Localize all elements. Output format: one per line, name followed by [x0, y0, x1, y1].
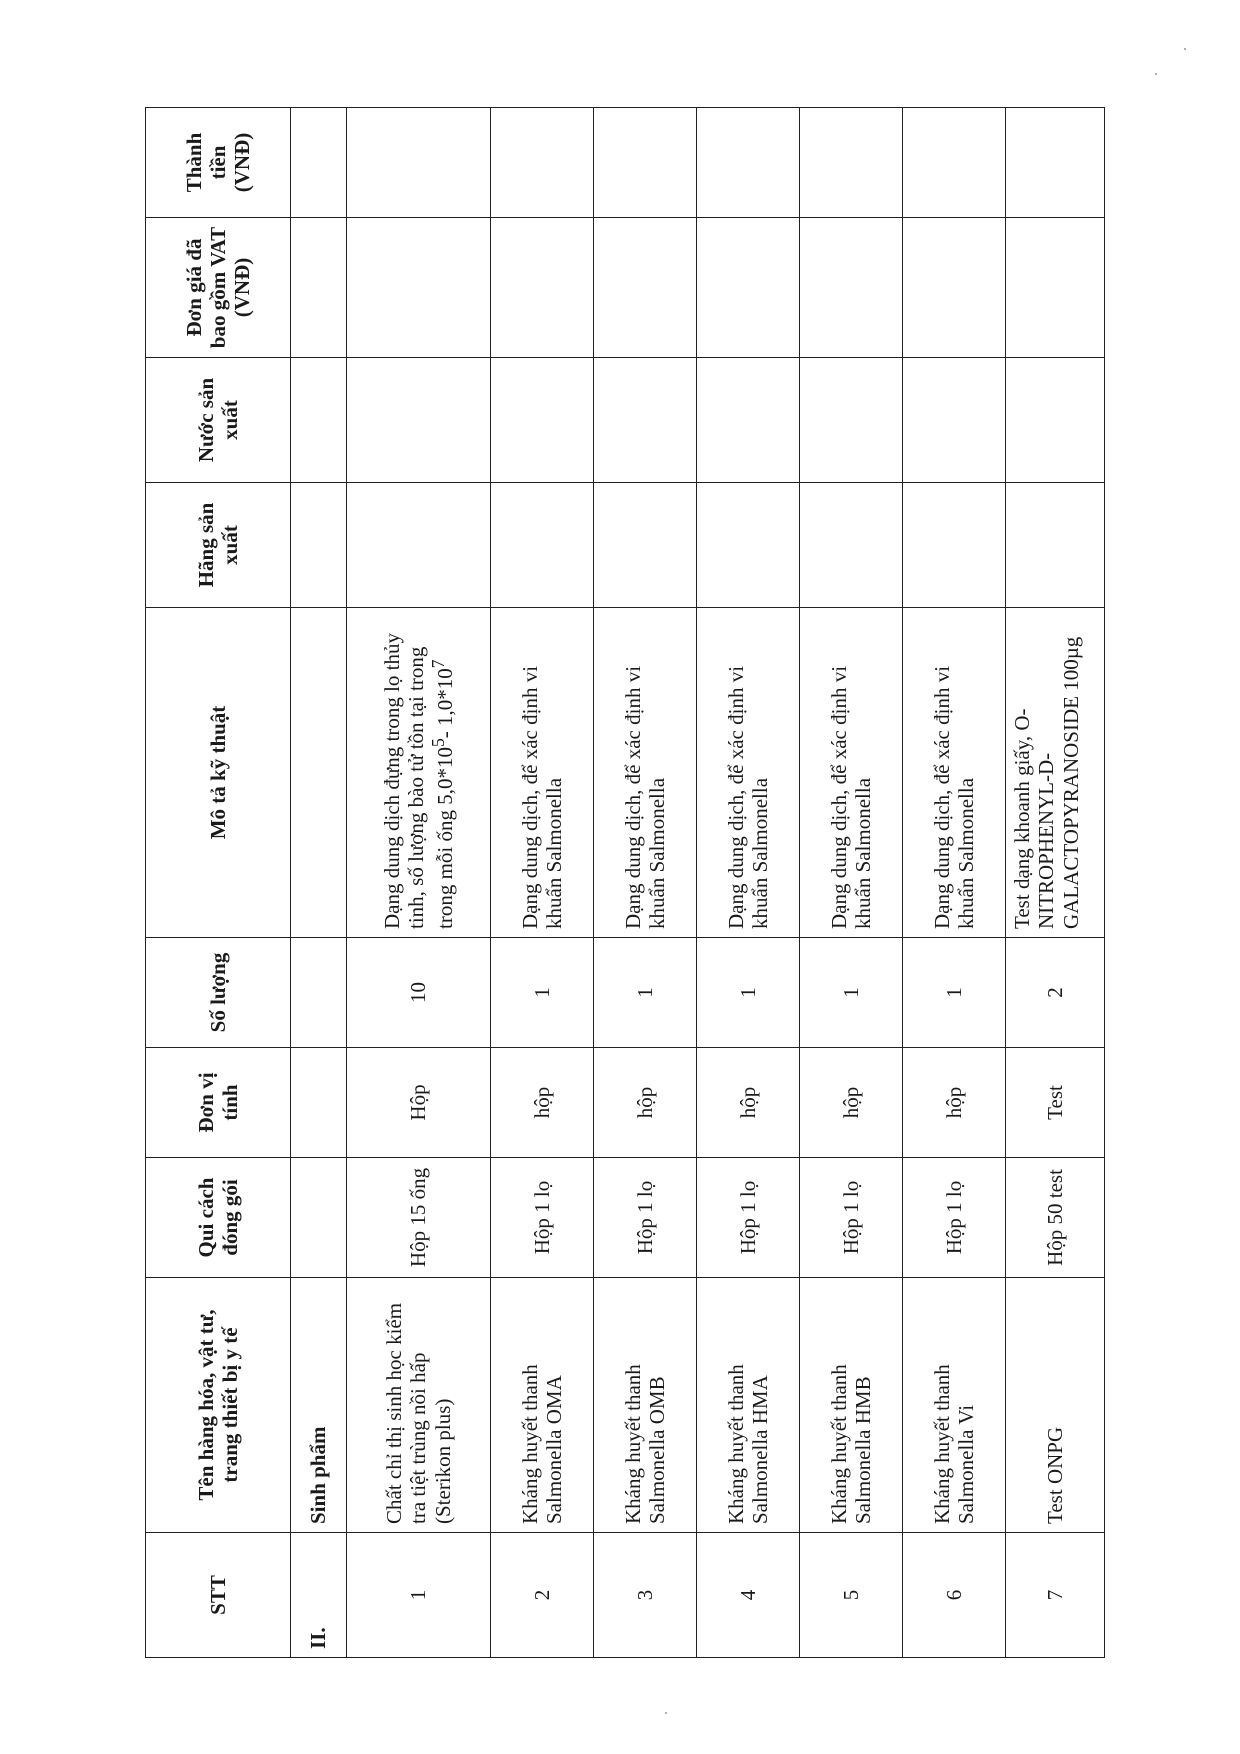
row-nuoc-san-xuat [346, 358, 491, 483]
header-so-luong: Số lượng [146, 938, 291, 1048]
row-so-luong: 1 [697, 938, 800, 1048]
row-stt: 1 [346, 1533, 491, 1658]
row-stt: 2 [491, 1533, 594, 1658]
header-mo-ta: Mô tả kỹ thuật [146, 608, 291, 938]
row-ten: Kháng huyết thanh Salmonella OMA [491, 1278, 594, 1533]
rotated-table-container [145, 108, 1105, 1658]
row-so-luong: 1 [800, 938, 903, 1048]
table-cell [290, 608, 346, 938]
row-qui-cach: Hộp 1 lọ [800, 1158, 903, 1278]
scan-speck [1184, 48, 1186, 50]
header-don-vi: Đơn vị tính [146, 1048, 291, 1158]
header-hang-san-xuat: Hãng sản xuất [146, 483, 291, 608]
table-cell [290, 483, 346, 608]
row-qui-cach: Hộp 1 lọ [697, 1158, 800, 1278]
row-thanh-tien [903, 108, 1006, 218]
row-don-vi: hộp [903, 1048, 1006, 1158]
table-cell [290, 1158, 346, 1278]
row-so-luong: 10 [346, 938, 491, 1048]
row-stt: 6 [903, 1533, 1006, 1658]
row-qui-cach: Hộp 15 ống [346, 1158, 491, 1278]
row-ten: Chất chỉ thị sinh học kiểm tra tiệt trùng nồi hấp (Sterikon plus) [346, 1278, 491, 1533]
section-title: Sinh phẩm [290, 1278, 346, 1533]
row-hang-san-xuat [491, 483, 594, 608]
table-cell [290, 218, 346, 358]
section-number: II. [290, 1533, 346, 1658]
row-nuoc-san-xuat [697, 358, 800, 483]
row-mo-ta: Test dạng khoanh giấy, O-NITROPHENYL-D-GALACTOPYRANOSIDE 100µg [1006, 608, 1105, 938]
row-thanh-tien [491, 108, 594, 218]
row-nuoc-san-xuat [903, 358, 1006, 483]
scan-speck [1155, 73, 1157, 75]
row-ten: Kháng huyết thanh Salmonella HMB [800, 1278, 903, 1533]
row-don-vi: hộp [800, 1048, 903, 1158]
row-don-vi: Hộp [346, 1048, 491, 1158]
row-stt: 4 [697, 1533, 800, 1658]
row-so-luong: 1 [594, 938, 697, 1048]
row-stt: 7 [1006, 1533, 1105, 1658]
row-mo-ta: Dạng dung dịch, để xác định vi khuẩn Salmonella [491, 608, 594, 938]
row-don-gia [491, 218, 594, 358]
row-so-luong: 2 [1006, 938, 1105, 1048]
row-don-vi: hộp [594, 1048, 697, 1158]
table-cell [290, 1048, 346, 1158]
header-qui-cach: Qui cách đóng gói [146, 1158, 291, 1278]
row-hang-san-xuat [1006, 483, 1105, 608]
header-stt: STT [146, 1533, 291, 1658]
row-stt: 3 [594, 1533, 697, 1658]
row-don-vi: hộp [491, 1048, 594, 1158]
row-don-vi: Test [1006, 1048, 1105, 1158]
table-row [491, 108, 594, 1658]
row-mo-ta: Dạng dung dịch, để xác định vi khuẩn Salmonella [594, 608, 697, 938]
table-row [346, 108, 491, 1658]
header-row [146, 108, 291, 1658]
row-thanh-tien [346, 108, 491, 218]
header-ten-hang-hoa: Tên hàng hóa, vật tư, trang thiết bị y tế [146, 1278, 291, 1533]
row-nuoc-san-xuat [491, 358, 594, 483]
row-don-gia [800, 218, 903, 358]
row-ten: Kháng huyết thanh Salmonella Vi [903, 1278, 1006, 1533]
table-row [1006, 108, 1105, 1658]
row-don-vi: hộp [697, 1048, 800, 1158]
row-ten: Test ONPG [1006, 1278, 1105, 1533]
row-don-gia [594, 218, 697, 358]
row-hang-san-xuat [903, 483, 1006, 608]
row-mo-ta: Dạng dung dịch, để xác định vi khuẩn Salmonella [903, 608, 1006, 938]
row-so-luong: 1 [903, 938, 1006, 1048]
product-table [145, 107, 1105, 1658]
row-mo-ta [346, 608, 491, 938]
header-nuoc-san-xuat: Nước sản xuất [146, 358, 291, 483]
row-thanh-tien [1006, 108, 1105, 218]
table-row [800, 108, 903, 1658]
table-cell [290, 108, 346, 218]
row-mo-ta: Dạng dung dịch, để xác định vi khuẩn Salmonella [800, 608, 903, 938]
row-mo-ta-exponent-1: 5 [428, 738, 449, 747]
row-ten: Kháng huyết thanh Salmonella HMA [697, 1278, 800, 1533]
row-mo-ta-exponent-2: 7 [428, 659, 449, 669]
row-nuoc-san-xuat [1006, 358, 1105, 483]
row-don-gia [346, 218, 491, 358]
table-row [697, 108, 800, 1658]
header-thanh-tien: Thành tiền (VNĐ) [146, 108, 291, 218]
row-qui-cach: Hộp 1 lọ [594, 1158, 697, 1278]
header-don-gia: Đơn giá đã bao gồm VAT (VNĐ) [146, 218, 291, 358]
row-thanh-tien [697, 108, 800, 218]
row-qui-cach: Hộp 1 lọ [491, 1158, 594, 1278]
row-mo-ta: Dạng dung dịch, để xác định vi khuẩn Salmonella [697, 608, 800, 938]
row-hang-san-xuat [800, 483, 903, 608]
row-don-gia [1006, 218, 1105, 358]
row-qui-cach: Hộp 50 test [1006, 1158, 1105, 1278]
row-thanh-tien [800, 108, 903, 218]
row-hang-san-xuat [594, 483, 697, 608]
row-nuoc-san-xuat [594, 358, 697, 483]
section-row [290, 108, 346, 1658]
row-don-gia [903, 218, 1006, 358]
table-cell [290, 938, 346, 1048]
scan-speck [665, 1712, 667, 1714]
row-nuoc-san-xuat [800, 358, 903, 483]
row-mo-ta-part-b: - 1,0*10 [433, 668, 458, 739]
table-row [903, 108, 1006, 1658]
table-row [594, 108, 697, 1658]
table-cell [290, 358, 346, 483]
row-hang-san-xuat [697, 483, 800, 608]
row-thanh-tien [594, 108, 697, 218]
row-qui-cach: Hộp 1 lọ [903, 1158, 1006, 1278]
row-hang-san-xuat [346, 483, 491, 608]
row-stt: 5 [800, 1533, 903, 1658]
row-so-luong: 1 [491, 938, 594, 1048]
row-ten: Kháng huyết thanh Salmonella OMB [594, 1278, 697, 1533]
row-mo-ta-part-a: Dạng dung dịch đựng trong lọ thủy tinh, số lượng bào tử tồn tại trong trong mỗi ống 5,0*10 [379, 632, 458, 929]
row-don-gia [697, 218, 800, 358]
